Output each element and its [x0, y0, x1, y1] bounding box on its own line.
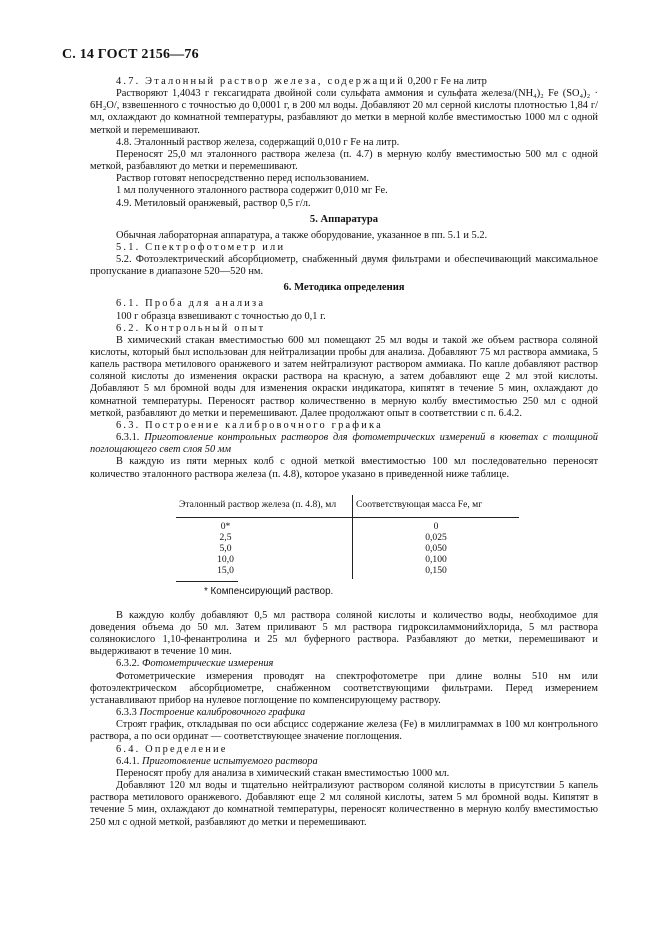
section-5-2: 5.2. Фотоэлектрический абсорбциометр, снабженный двумя фильтрами и обеспечивающий максимальное пропускание в диапазоне 520—520 нм. — [90, 254, 598, 278]
section-6-3-3-title — [90, 707, 598, 719]
section-4-7-title-rest: 0,200 г Fe на литр — [407, 76, 487, 87]
table-header-volume: Эталонный раствор железа (п. 4.8), мл — [176, 495, 353, 518]
section-4-8-text-2: Раствор готовят непосредственно перед использованием. — [116, 173, 369, 185]
section-4-9: 4.9. Метиловый оранжевый, раствор 0,5 г/л. — [116, 197, 311, 209]
section-6-3-title: 6.3. Построение калибровочного графика — [116, 419, 383, 431]
table-row — [176, 532, 519, 543]
section-6-4-1-text-2: Добавляют 120 мл воды и тщательно нейтрализуют раствором соляной кислоты в присутствии 5 капель раствора метилового оранжевого. Добавляют еще 2 мл соляной кислоты, затем 5 мл бромной воды. Кипятят в течение 5 мин, охлаждают до комнатной температуры, переносят количественно в мерную колбу вместимостью 250 мл с одной меткой, разбавляют до метки и перемешивают. — [90, 780, 598, 828]
calibration-table — [176, 495, 519, 579]
table-row — [176, 543, 519, 554]
section-5-intro: Обычная лабораторная аппаратура, а также оборудование, указанное в пп. 5.1 и 5.2. — [116, 229, 488, 241]
section-6-1-title: 6.1. Проба для анализа — [116, 298, 266, 310]
table-cell-volume: 15,0 — [176, 565, 353, 579]
table-cell-mass: 0,050 — [425, 542, 447, 554]
section-4-7-title — [90, 76, 598, 88]
section-6-1-text: 100 г образца взвешивают с точностью до 0,1 г. — [116, 310, 326, 322]
table-cell-volume: 2,5 — [176, 532, 353, 543]
section-6-3-1-title-text: Приготовление контрольных растворов для фотометрических измерений в кюветах с толщиной поглощающего свет слоя 50 мм — [90, 432, 598, 456]
section-5-1: 5.1. Спектрофотометр или — [116, 241, 286, 253]
section-6-3-2-text: Фотометрические измерения проводят на спектрофотометре при длине волны 510 нм или фотоэлектрическом абсорбциометре, снабженном соответствующими фильтрами. Перед измерением устанавливают прибор на нулевое поглощение по компенсирующему раствору. — [90, 670, 598, 706]
section-6-3-3-number: 6.3.3 — [116, 707, 137, 719]
section-6-3-2-title-text: Фотометрические измерения — [142, 658, 274, 670]
section-6-4-1-title — [90, 756, 598, 768]
section-6-3-3-title-text: Построение калибровочного графика — [139, 707, 306, 719]
section-6-2-text: В химический стакан вместимостью 600 мл помещают 25 мл воды и такой же объем раствора соляной кислоты, который был использован для нейтрализации пробы для анализа. Добавляют 75 мл раствора аммиака, 5 капель раствора метилового оранжевого и затем нейтрализуют раствором аммиака. По капле добавляют раствор соляной кислоты до изменения окраски раствора на красную, а затем добавляют еще 2 мл этой кислоты. Добавляют 5 мл бромной воды для изменения окраски индикатора, кипятят в течение 5 мин, охлаждают до комнатной температуры. Переносят раствор количественно в мерную колбу вместимостью 250 мл с одной меткой, разбавляют до метки и перемешивают. Далее продолжают опыт в соответствии с п. 6.4.2. — [90, 334, 598, 419]
section-6-3-2-title — [90, 658, 598, 670]
table-cell-volume: 10,0 — [176, 554, 353, 565]
table-cell-volume: 5,0 — [176, 543, 353, 554]
table-row — [176, 554, 519, 565]
section-4-7-title-spaced: 4.7. Эталонный раствор железа, содержащий — [116, 76, 406, 87]
table-cell-mass: 0,100 — [425, 553, 447, 565]
section-6-4-1-number: 6.4.1. — [116, 755, 140, 767]
page-header: С. 14 ГОСТ 2156—76 — [62, 47, 199, 62]
section-4-8-text-3: 1 мл полученного эталонного раствора содержит 0,010 мг Fe. — [116, 185, 388, 197]
table-header-mass: Соответствующая масса Fe, мг — [353, 495, 520, 518]
section-6-3-1-after: В каждую колбу добавляют 0,5 мл раствора соляной кислоты и количество воды, необходимое для доведения объема до 50 мл. Затем приливают 5 мл раствора гидроксиламмонийхлорида, 5 мл раствора солянокислого 1,10-фенантролина и 25 мл буферного раствора. Разбавляют до метки, перемешивают и выдерживают в течение 10 мин. — [90, 609, 598, 658]
table-cell-mass: 0,150 — [425, 564, 447, 576]
table-row — [176, 565, 519, 579]
section-6-3-1-title — [90, 432, 598, 456]
section-6-4-title: 6.4. Определение — [116, 743, 228, 755]
table-cell-mass: 0 — [433, 520, 439, 532]
section-6-3-3-text: Строят график, откладывая по оси абсцисс содержание железа (Fe) в миллиграммах в 100 мл контрольного раствора, а по оси ординат — соответствующее значение поглощения. — [90, 719, 598, 743]
section-6-3-1-number: 6.3.1. — [116, 432, 140, 444]
section-4-7-text: Растворяют 1,4043 г гексагидрата двойной соли сульфата аммония и сульфата железа/(NH₄)₂ Fe (SO₄)₂ · 6H₂O/, взвешенного с точностью до 0,0001 г, в 200 мл воды. Добавляют 20 мл серной кислоты плотностью 1,84 г/мл, охлаждают до комнатной температуры, разбавляют до метки в мерной колбе вместимостью 1000 мл с одной меткой и перемешивают. — [90, 88, 598, 136]
table-cell-mass: 0,025 — [425, 531, 447, 543]
table-cell-volume: 0* — [176, 517, 353, 532]
section-6-3-1-text: В каждую из пяти мерных колб с одной меткой вместимостью 100 мл последовательно переносят количество эталонного раствора железа (п. 4.8), которое указано в приведенной ниже таблице. — [90, 456, 598, 480]
document-body — [90, 76, 598, 829]
table-row — [176, 517, 519, 532]
section-4-8-text: Переносят 25,0 мл эталонного раствора железа (п. 4.7) в мерную колбу вместимостью 500 мл с одной меткой, разбавляют до метки и перемешивают. — [90, 148, 598, 173]
section-6-4-1-title-text: Приготовление испытуемого раствора — [142, 755, 318, 767]
section-6-heading: 6. Методика определения — [283, 282, 405, 294]
table-header-row — [176, 495, 519, 518]
section-4-8-title: 4.8. Эталонный раствор железа, содержащий 0,010 г Fe на литр. — [116, 136, 400, 148]
section-5-heading: 5. Аппаратура — [309, 213, 379, 225]
section-6-3-2-number: 6.3.2. — [116, 658, 140, 670]
section-6-4-1-text: Переносят пробу для анализа в химический стакан вместимостью 1000 мл. — [116, 767, 450, 779]
table-footnote: * Компенсирующий раствор. — [204, 585, 334, 597]
footnote-divider — [176, 581, 238, 582]
section-6-2-title: 6.2. Контрольный опыт — [116, 322, 266, 334]
